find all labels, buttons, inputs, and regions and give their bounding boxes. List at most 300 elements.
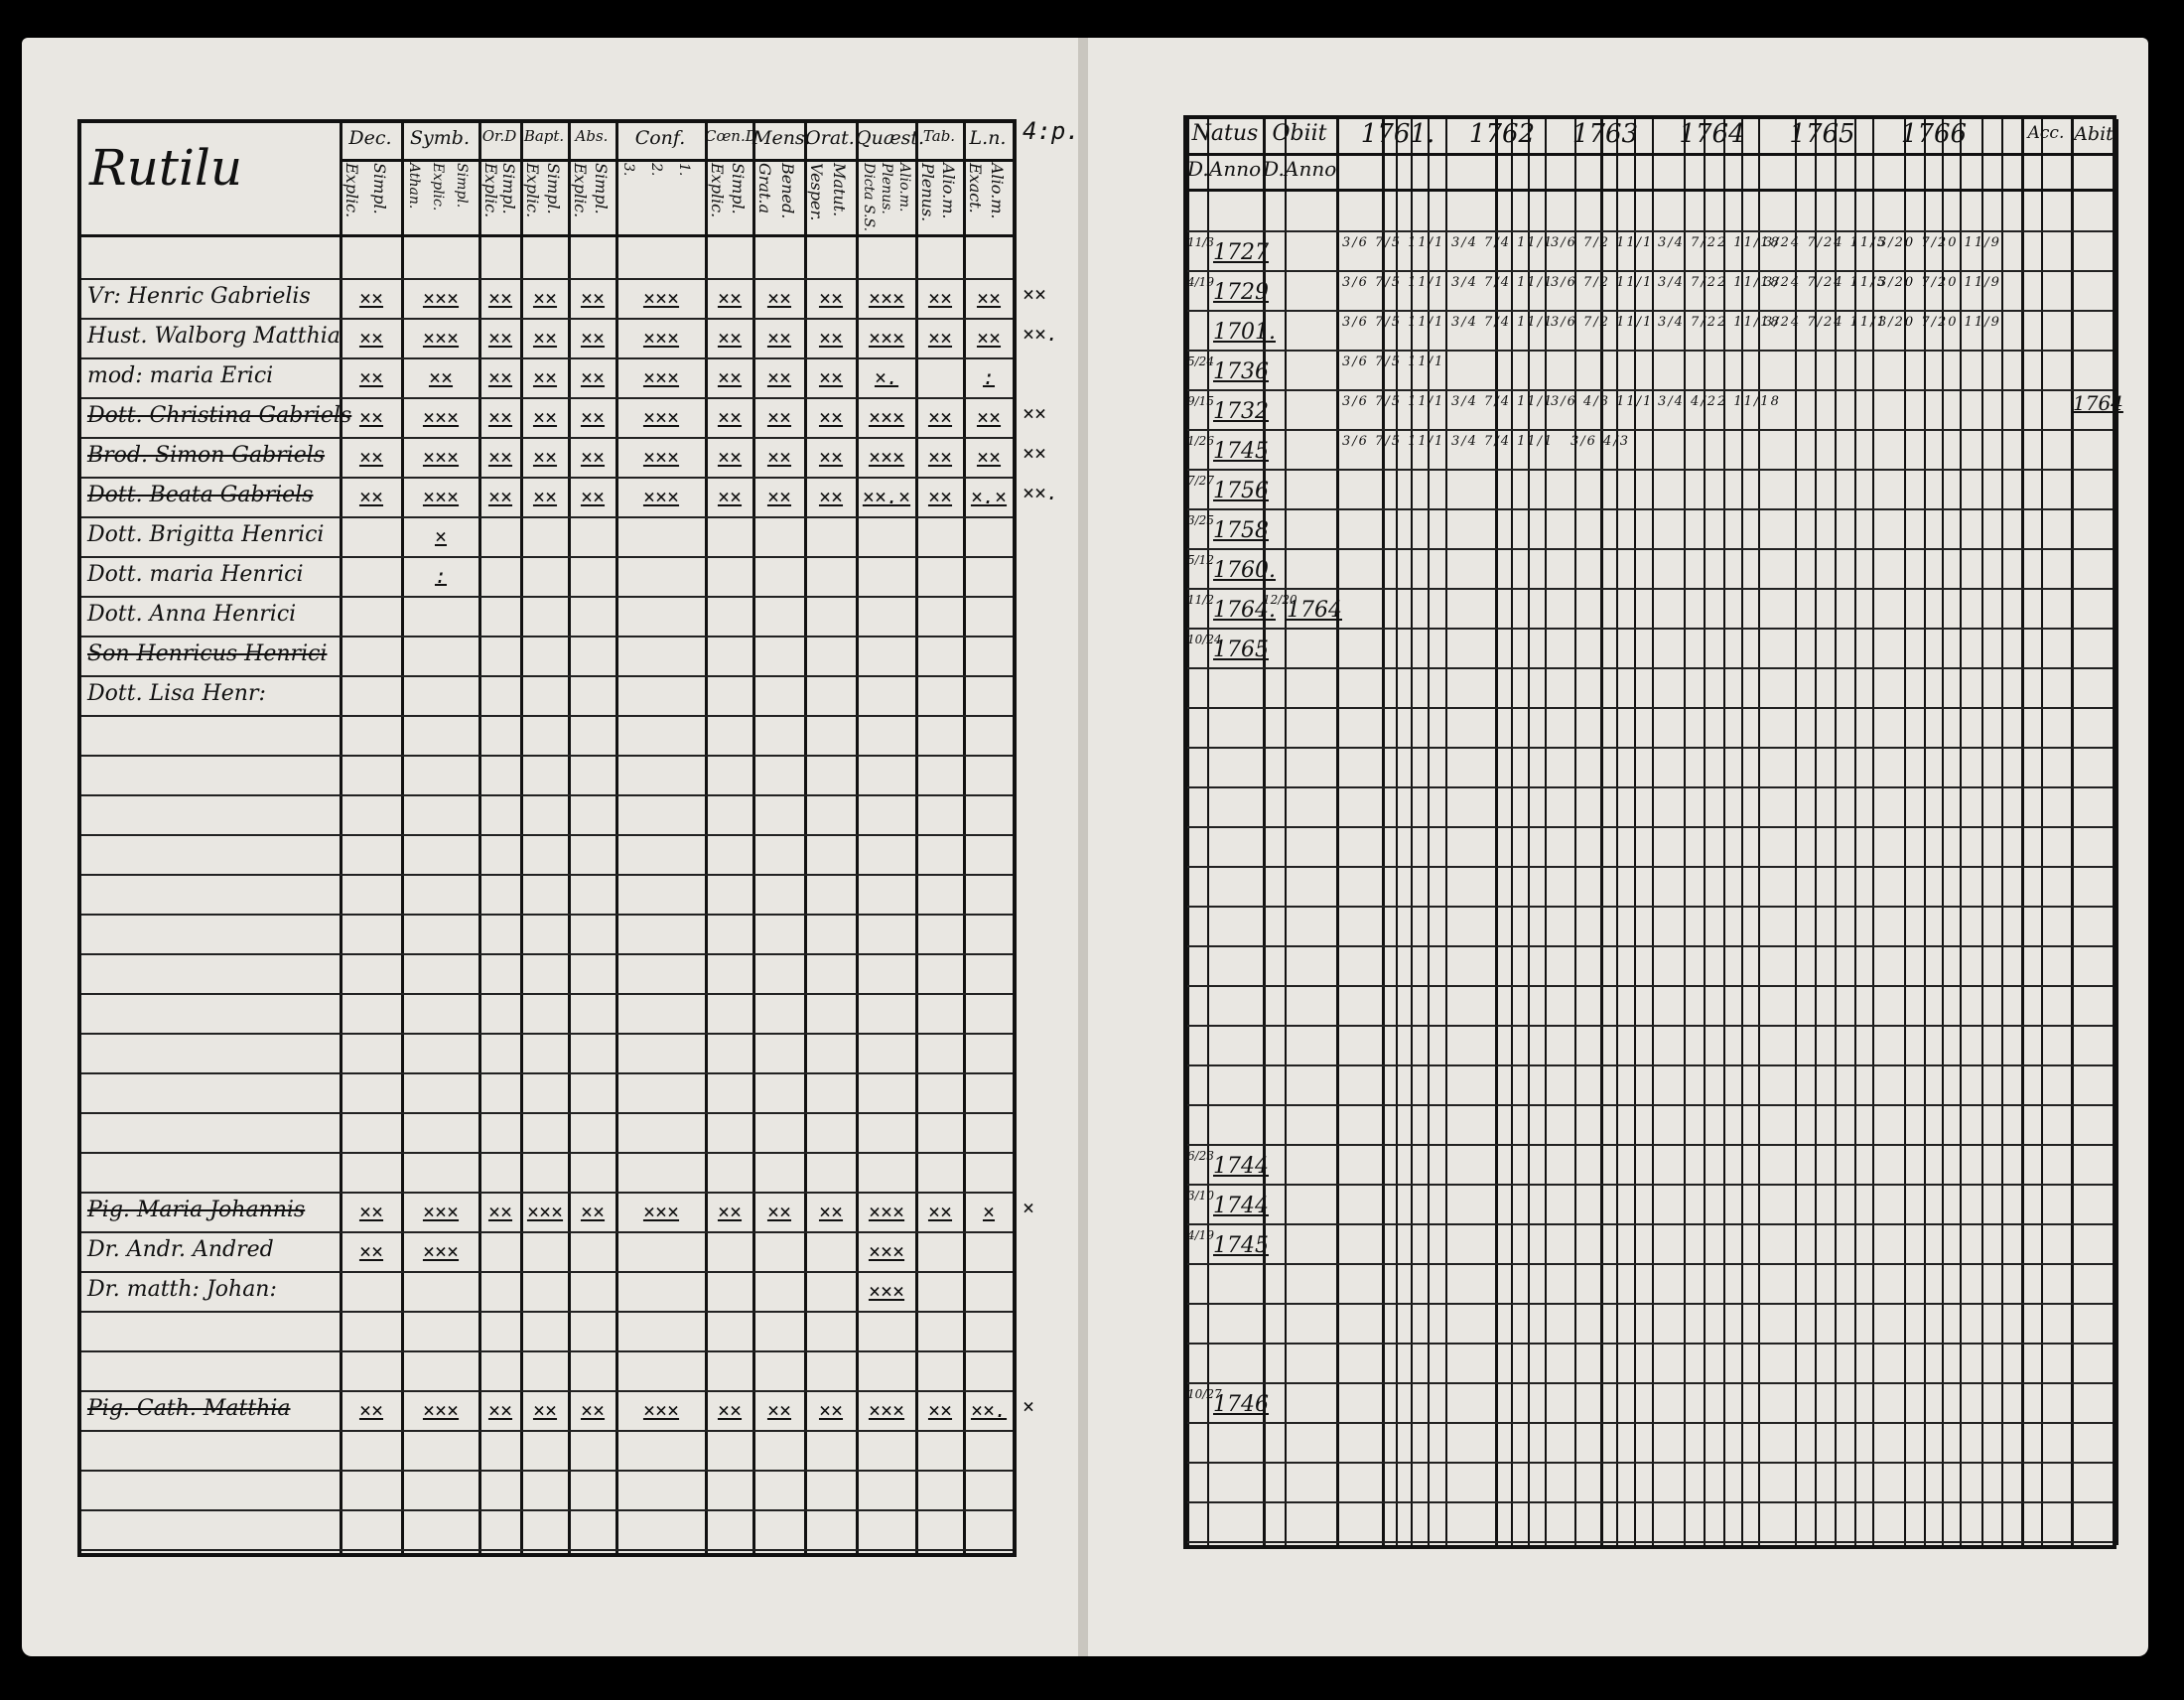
attendance-mark: 3/4 4/22 11/18 <box>1658 394 1781 409</box>
attainment-mark: × <box>434 524 448 548</box>
column-rule <box>1411 119 1413 1545</box>
row-rule <box>81 278 1013 280</box>
row-rule <box>81 1072 1013 1074</box>
attainment-mark: ×× <box>717 286 743 310</box>
death-day: 12/20 <box>1263 593 1297 607</box>
column-subheader: 2. <box>648 163 664 177</box>
column-subheader: Simpl. <box>454 163 470 209</box>
person-name: Pig. Maria Johannis <box>87 1198 306 1222</box>
column-rule <box>1616 119 1618 1545</box>
attainment-mark: ×× <box>358 326 384 350</box>
row-rule <box>1187 1303 2113 1305</box>
attendance-mark: 3/6 7/5 11/1 <box>1342 275 1445 290</box>
column-rule <box>1904 119 1906 1545</box>
birth-day: 3/10 <box>1187 1189 1214 1203</box>
row-rule <box>81 636 1013 638</box>
column-subheader: Athan. <box>406 163 422 210</box>
row-rule <box>81 1152 1013 1154</box>
row-rule <box>1187 230 2113 232</box>
attendance-mark: 3/6 7/5 11/1 <box>1342 354 1445 369</box>
column-subheader: Explic. <box>523 163 542 218</box>
attendance-mark: 3/20 7/20 11/9 <box>1878 235 2001 250</box>
birth-day: 4/19 <box>1187 1228 1214 1242</box>
person-name: Pig. Cath. Matthia <box>87 1396 291 1421</box>
row-rule <box>1187 1541 2113 1543</box>
row-rule <box>81 1470 1013 1472</box>
person-name: Dott. Christina Gabriels <box>87 403 352 428</box>
header-rule <box>1187 153 2113 156</box>
row-rule <box>1187 786 2113 788</box>
attainment-mark: ×× <box>766 1398 792 1422</box>
margin-mark: × <box>1023 1196 1035 1219</box>
margin-mark: ×× <box>1023 441 1047 465</box>
column-rule <box>1815 119 1817 1545</box>
attainment-mark: ×× <box>927 286 953 310</box>
column-rule <box>1382 119 1385 1545</box>
attainment-mark: ×× <box>818 405 844 429</box>
row-rule <box>81 953 1013 955</box>
attainment-mark: : <box>982 365 996 389</box>
attainment-mark: ×× <box>532 286 558 310</box>
attainment-mark: ×× <box>358 365 384 389</box>
column-rule <box>1545 119 1547 1545</box>
column-rule <box>2001 119 2003 1545</box>
attainment-mark: ×× <box>927 1398 953 1422</box>
person-name: Dott. Beata Gabriels <box>87 483 314 507</box>
attainment-mark: ×× <box>358 485 384 508</box>
row-rule <box>81 1549 1013 1551</box>
column-rule <box>1428 119 1430 1545</box>
attendance-mark: 3/6 7/2 11/1 <box>1551 235 1654 250</box>
natus-anno-header: Anno <box>1208 157 1262 181</box>
attainment-mark: ×× <box>818 326 844 350</box>
attainment-mark: ×× <box>487 1398 513 1422</box>
column-subheader: Alio.m. <box>939 163 958 219</box>
attainment-mark: ××× <box>868 405 905 429</box>
column-subheader: Explic. <box>342 163 361 218</box>
birth-day: 6/23 <box>1187 1149 1214 1163</box>
attainment-mark: ×× <box>487 405 513 429</box>
row-rule <box>1187 866 2113 868</box>
row-rule <box>1187 1382 2113 1384</box>
birth-year: 1745 <box>1213 1233 1269 1258</box>
person-name: Dott. Anna Henrici <box>87 602 297 627</box>
attainment-mark: ×× <box>927 1200 953 1223</box>
column-header: Tab. <box>922 127 956 145</box>
column-rule <box>1741 119 1743 1545</box>
attainment-mark: ××× <box>868 286 905 310</box>
column-header: Bapt. <box>523 127 565 145</box>
attendance-mark: 3/4 7/4 11/1 <box>1451 315 1555 330</box>
attainment-mark: ×× <box>487 1200 513 1223</box>
attainment-mark: ×× <box>717 445 743 469</box>
person-name: Dott. Brigitta Henrici <box>87 522 325 547</box>
column-subheader: Simpl. <box>499 163 518 214</box>
row-rule <box>81 596 1013 598</box>
row-rule <box>81 437 1013 439</box>
person-name: Dott. maria Henrici <box>87 562 304 587</box>
attainment-mark: ××× <box>642 445 680 469</box>
attainment-mark: ×× <box>487 326 513 350</box>
column-rule <box>568 123 571 1553</box>
column-rule <box>1511 119 1513 1545</box>
year-header: 1766 <box>1900 119 1968 149</box>
attendance-mark: 3/6 4/3 <box>1570 434 1630 449</box>
attainment-mark: ×× <box>818 365 844 389</box>
subheader-rule <box>1187 189 2113 192</box>
column-rule <box>1634 119 1636 1545</box>
birth-day: 10/27 <box>1187 1387 1222 1401</box>
column-subheader: Matut. <box>830 163 849 217</box>
attainment-mark: ×× <box>818 286 844 310</box>
attainment-mark: ××× <box>642 326 680 350</box>
obiit-header: Obiit <box>1272 121 1327 146</box>
header-bottom-rule <box>81 234 1013 237</box>
column-subheader: 3. <box>620 163 636 177</box>
column-header: Mens. <box>752 127 811 149</box>
birth-day: 9/15 <box>1187 394 1214 408</box>
row-rule <box>81 397 1013 399</box>
attainment-mark: ×.× <box>970 485 1008 508</box>
attainment-mark: ××× <box>642 405 680 429</box>
column-subheader: Dicta S.S. <box>861 163 877 232</box>
person-name: Dott. Lisa Henr: <box>87 681 266 706</box>
row-rule <box>81 556 1013 558</box>
row-rule <box>81 1390 1013 1392</box>
birth-day: 11/2 <box>1187 593 1214 607</box>
attainment-mark: ×× <box>818 445 844 469</box>
row-rule <box>81 755 1013 757</box>
column-header: Quæst. <box>856 127 925 149</box>
attendance-mark: 3/4 7/4 11/1 <box>1451 235 1555 250</box>
attendance-mark: 3/6 7/5 11/1 <box>1342 315 1445 330</box>
attainment-mark: ×× <box>580 286 606 310</box>
column-rule <box>2021 119 2024 1545</box>
attainment-mark: ×× <box>766 286 792 310</box>
column-subheader: Simpl. <box>729 163 748 214</box>
column-rule <box>1723 119 1725 1545</box>
death-year: 1764 <box>1287 598 1342 623</box>
attainment-mark: ×× <box>532 326 558 350</box>
column-rule <box>1684 119 1686 1545</box>
column-subheader: 1. <box>676 163 692 177</box>
attainment-mark: ×× <box>766 1200 792 1223</box>
attainment-mark: ××× <box>422 445 460 469</box>
row-rule <box>1187 1343 2113 1345</box>
attainment-mark: ××× <box>868 1279 905 1303</box>
birth-year: 1765 <box>1213 638 1269 662</box>
year-header: 1762 <box>1468 119 1536 149</box>
attendance-mark: 3/6 7/2 11/1 <box>1551 275 1654 290</box>
row-rule <box>1187 1144 2113 1146</box>
column-rule <box>1960 119 1962 1545</box>
margin-mark: ×× <box>1023 282 1047 306</box>
row-rule <box>81 1350 1013 1352</box>
column-subheader: Simpl. <box>370 163 389 214</box>
birth-day: 10/24 <box>1187 633 1222 646</box>
attendance-mark: 3/6 7/5 11/1 <box>1342 434 1445 449</box>
column-rule <box>1207 119 1209 1545</box>
column-header: Cœn.D <box>705 127 757 145</box>
attainment-mark: ×× <box>487 365 513 389</box>
attainment-mark: ×× <box>976 326 1002 350</box>
attainment-mark: ××. <box>970 1398 1008 1422</box>
obiit-anno-header: Anno <box>1285 157 1337 181</box>
birth-year: 1758 <box>1213 518 1269 543</box>
attainment-mark: ×× <box>766 405 792 429</box>
attainment-mark: ×× <box>717 405 743 429</box>
attainment-mark: ×× <box>532 365 558 389</box>
birth-record-table <box>1183 115 2123 1549</box>
row-rule <box>81 1231 1013 1233</box>
birth-year: 1760. <box>1213 558 1276 583</box>
attainment-mark: ×× <box>428 365 454 389</box>
row-rule <box>81 1192 1013 1194</box>
column-subheader: Plenus. <box>918 163 937 222</box>
attainment-mark: ×× <box>927 405 953 429</box>
attainment-mark: ×. <box>874 365 899 389</box>
column-rule <box>1981 119 1983 1545</box>
year-header: 1764 <box>1679 119 1745 149</box>
row-rule <box>81 318 1013 320</box>
attendance-mark: 3/4 7/4 11/1 <box>1451 275 1555 290</box>
column-rule <box>1854 119 1856 1545</box>
person-name: Dr. matth: Johan: <box>87 1277 277 1302</box>
column-subheader: Alio.m. <box>896 163 912 212</box>
year-header: 1761. <box>1360 119 1435 149</box>
natus-header: Natus <box>1191 121 1259 146</box>
attendance-mark: 3/6 7/2 11/1 <box>1551 315 1654 330</box>
person-name: mod: maria Erici <box>87 363 274 388</box>
column-rule <box>1528 119 1530 1545</box>
column-rule <box>2116 119 2118 1545</box>
attainment-mark: ×× <box>487 445 513 469</box>
attainment-mark: ××× <box>422 1200 460 1223</box>
attainment-mark: ×× <box>532 405 558 429</box>
year-header: 1765 <box>1789 119 1855 149</box>
attainment-mark: ×× <box>766 445 792 469</box>
column-header: L.n. <box>969 127 1007 149</box>
attendance-mark: 3/4 7/22 11/18 <box>1658 315 1781 330</box>
row-rule <box>1187 945 2113 947</box>
column-header: Symb. <box>410 127 470 149</box>
attainment-mark: ××× <box>526 1200 564 1223</box>
row-rule <box>1187 469 2113 471</box>
column-rule <box>1495 119 1498 1545</box>
column-rule <box>1924 119 1926 1545</box>
person-name: Son Henricus Henrici <box>87 641 328 666</box>
attainment-mark: ××.× <box>862 485 911 508</box>
attainment-mark: ××× <box>642 365 680 389</box>
birth-year: 1745 <box>1213 439 1269 464</box>
row-rule <box>1187 1104 2113 1106</box>
row-rule <box>1187 588 2113 590</box>
column-header: Abs. <box>575 127 609 145</box>
attendance-mark: 3/24 7/24 11/5 <box>1764 275 1887 290</box>
column-header: Orat. <box>805 127 855 149</box>
attainment-mark: ×× <box>976 286 1002 310</box>
book-gutter <box>1078 38 1088 1656</box>
attainment-mark: ××× <box>642 485 680 508</box>
catechism-table <box>77 119 1017 1557</box>
column-rule <box>2071 119 2074 1545</box>
attainment-mark: ××× <box>422 286 460 310</box>
attainment-mark: ××× <box>422 1239 460 1263</box>
attainment-mark: ××× <box>868 1239 905 1263</box>
birth-year: 1701. <box>1213 320 1276 345</box>
attainment-mark: ××× <box>422 1398 460 1422</box>
row-rule <box>1187 747 2113 749</box>
birth-year: 1756 <box>1213 479 1269 503</box>
attendance-mark: 3/20 7/20 11/9 <box>1878 315 2001 330</box>
column-rule <box>1652 119 1654 1545</box>
column-subheader: Simpl. <box>592 163 611 214</box>
column-rule <box>1013 123 1016 1553</box>
row-rule <box>81 357 1013 359</box>
row-rule <box>1187 389 2113 391</box>
column-subheader: Explic. <box>708 163 727 218</box>
column-rule <box>915 123 918 1553</box>
column-rule <box>963 123 966 1553</box>
column-rule <box>804 123 807 1553</box>
row-rule <box>81 516 1013 518</box>
margin-mark: ××. <box>1023 481 1059 504</box>
row-rule <box>1187 270 2113 272</box>
natus-day-header: D. <box>1187 157 1209 181</box>
attainment-mark: ×× <box>358 1239 384 1263</box>
person-name: Vr: Henric Gabrielis <box>87 284 311 309</box>
margin-mark: ×× <box>1023 401 1047 425</box>
column-rule <box>1574 119 1576 1545</box>
column-rule <box>1396 119 1398 1545</box>
abit-year: 1764 <box>2073 391 2123 415</box>
row-rule <box>1187 985 2113 987</box>
attainment-mark: ××× <box>642 1200 680 1223</box>
row-rule <box>81 715 1013 717</box>
birth-year: 1736 <box>1213 359 1269 384</box>
row-rule <box>81 1509 1013 1511</box>
birth-day: 3/25 <box>1187 513 1214 527</box>
attainment-mark: ×× <box>580 405 606 429</box>
attainment-mark: ××× <box>868 1398 905 1422</box>
attainment-mark: ×× <box>818 485 844 508</box>
margin-mark: ××. <box>1023 322 1059 346</box>
column-rule <box>752 123 755 1553</box>
row-rule <box>81 794 1013 796</box>
attainment-mark: ×× <box>580 1200 606 1223</box>
column-subheader: Explic. <box>571 163 590 218</box>
column-subheader: Plenus. <box>879 163 894 214</box>
column-subheader: Explic. <box>430 163 446 212</box>
column-rule <box>1942 119 1944 1545</box>
row-rule <box>1187 508 2113 510</box>
column-rule <box>705 123 708 1553</box>
row-rule <box>1187 1422 2113 1424</box>
header-top-rule <box>340 159 1013 162</box>
birth-day: 7/27 <box>1187 474 1214 488</box>
attainment-mark: ×× <box>927 485 953 508</box>
person-name: Hust. Walborg Matthia <box>87 324 341 349</box>
birth-year: 1746 <box>1213 1392 1269 1417</box>
attainment-mark: ×× <box>717 1200 743 1223</box>
column-rule <box>1445 119 1447 1545</box>
attainment-mark: ××× <box>422 405 460 429</box>
row-rule <box>1187 350 2113 352</box>
attendance-mark: 3/4 7/4 11/1 <box>1451 394 1555 409</box>
column-subheader: Bened. <box>778 163 797 219</box>
column-rule <box>1187 119 1189 1545</box>
obiit-day-header: D. <box>1263 157 1285 181</box>
attainment-mark: ×× <box>976 445 1002 469</box>
attainment-mark: ×× <box>927 326 953 350</box>
attainment-mark: ×× <box>358 1398 384 1422</box>
birth-year: 1764. <box>1213 598 1276 623</box>
attainment-mark: ×× <box>580 485 606 508</box>
attainment-mark: ××× <box>422 485 460 508</box>
row-rule <box>1187 1501 2113 1503</box>
row-rule <box>1187 1223 2113 1225</box>
column-rule <box>1704 119 1706 1545</box>
margin-mark: × <box>1023 1394 1035 1418</box>
attainment-mark: ×× <box>818 1200 844 1223</box>
accessit-header: Acc. <box>2027 123 2065 143</box>
row-rule <box>1187 826 2113 828</box>
attainment-mark: ×× <box>358 445 384 469</box>
row-rule <box>1187 1462 2113 1464</box>
birth-year: 1744 <box>1213 1154 1269 1179</box>
attainment-mark: ×× <box>358 405 384 429</box>
attainment-mark: ×× <box>766 326 792 350</box>
column-rule <box>2041 119 2043 1545</box>
column-rule <box>1600 119 1603 1545</box>
attainment-mark: ×× <box>580 365 606 389</box>
attainment-mark: ×× <box>717 1398 743 1422</box>
attainment-mark: × <box>982 1200 996 1223</box>
row-rule <box>81 1271 1013 1273</box>
attainment-mark: ×× <box>580 1398 606 1422</box>
column-rule <box>1872 119 1874 1545</box>
attendance-mark: 3/4 7/4 11/1 <box>1451 434 1555 449</box>
attainment-mark: ×× <box>766 485 792 508</box>
column-rule <box>401 123 404 1553</box>
attainment-mark: ×× <box>976 405 1002 429</box>
column-subheader: Alio.m. <box>988 163 1007 219</box>
attainment-mark: ×× <box>717 365 743 389</box>
attainment-mark: ×× <box>717 326 743 350</box>
column-rule <box>1835 119 1837 1545</box>
attendance-mark: 3/4 7/22 11/18 <box>1658 275 1781 290</box>
attainment-mark: ××× <box>642 1398 680 1422</box>
birth-year: 1729 <box>1213 280 1269 305</box>
attainment-mark: ×× <box>580 326 606 350</box>
person-name: Dr. Andr. Andred <box>87 1237 274 1262</box>
birth-year: 1732 <box>1213 399 1269 424</box>
attendance-mark: 3/24 7/24 11/5 <box>1764 235 1887 250</box>
row-rule <box>81 1033 1013 1035</box>
row-rule <box>81 1112 1013 1114</box>
column-rule <box>1758 119 1760 1545</box>
attainment-mark: ××× <box>422 326 460 350</box>
column-rule <box>1285 119 1287 1545</box>
attainment-mark: ×× <box>532 485 558 508</box>
row-rule <box>1187 310 2113 312</box>
column-subheader: Exact. <box>966 163 985 213</box>
parish-title: Rutilu <box>89 139 243 197</box>
attainment-mark: : <box>434 564 448 588</box>
row-rule <box>81 874 1013 876</box>
birth-day: 1/26 <box>1187 434 1214 448</box>
attainment-mark: ××× <box>868 445 905 469</box>
